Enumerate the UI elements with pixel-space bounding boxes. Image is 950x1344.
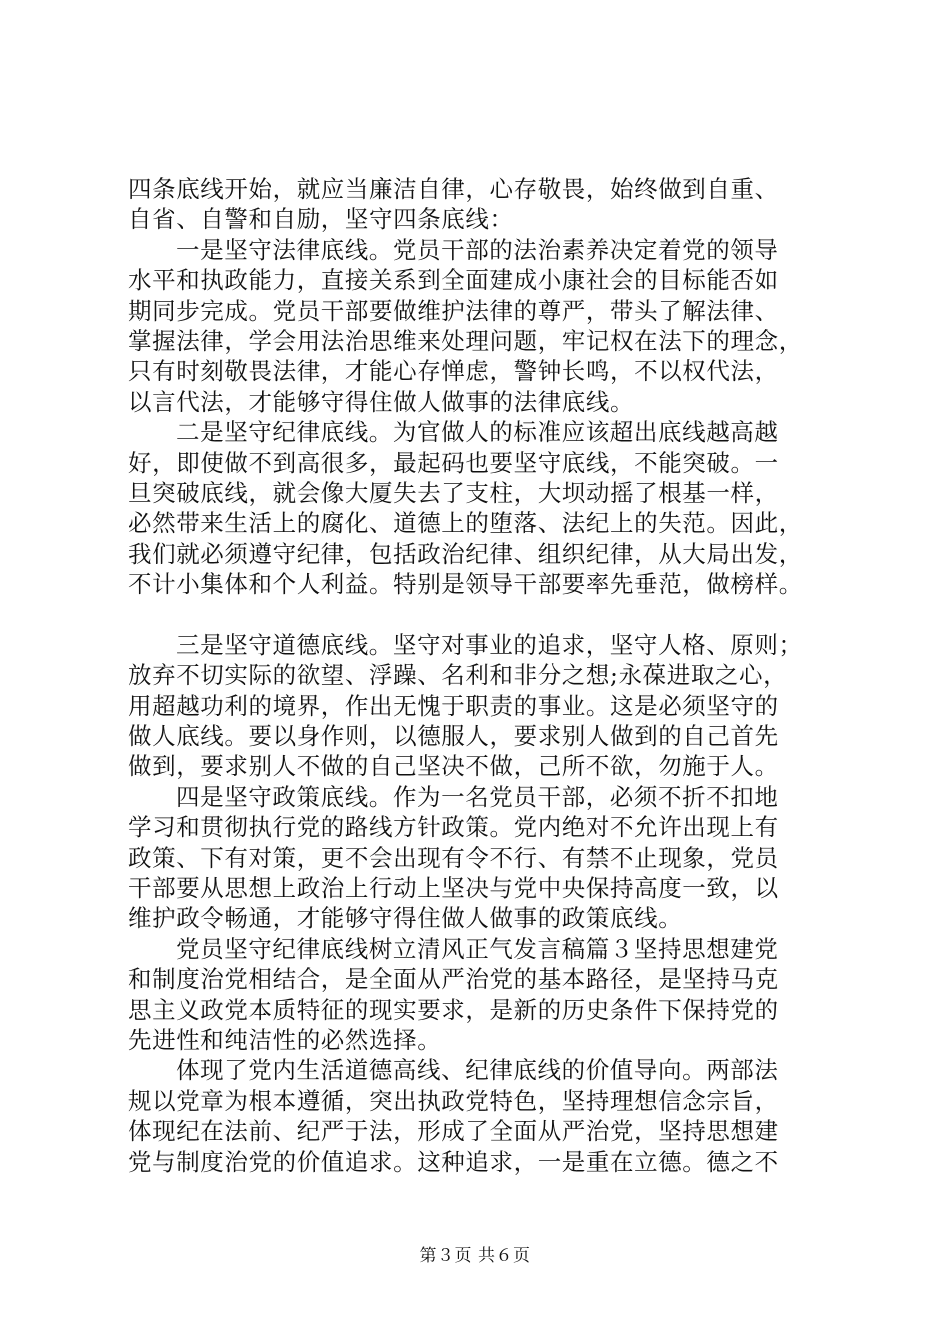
paragraph-start-line: 三是坚守道德底线。坚守对事业的追求，坚守人格、原则； (176, 630, 803, 659)
text-line: 自省、自警和自励，坚守四条底线： (128, 205, 514, 234)
paragraph-start-line: 体现了党内生活道德高线、纪律底线的价值导向。两部法 (176, 1056, 779, 1085)
text-line: 和制度治党相结合，是全面从严治党的基本路径，是坚持马克 (128, 965, 779, 994)
paragraph-start-line: 党员坚守纪律底线树立清风正气发言稿篇３坚持思想建党 (176, 934, 779, 963)
text-line: 干部要从思想上政治上行动上坚决与党中央保持高度一致，以 (128, 873, 779, 902)
text-line: 好，即使做不到高很多，最起码也要坚守底线，不能突破。一 (128, 448, 779, 477)
text-line: 党与制度治党的价值追求。这种追求，一是重在立德。德之不 (128, 1147, 779, 1176)
text-line: 做到，要求别人不做的自己坚决不做，己所不欲，勿施于人。 (128, 752, 779, 781)
text-line: 以言代法，才能够守得住做人做事的法律底线。 (128, 387, 635, 416)
text-line: 四条底线开始，就应当廉洁自律，心存敬畏，始终做到自重、 (128, 175, 779, 203)
text-line: 放弃不切实际的欲望、浮躁、名利和非分之想;永葆进取之心， (128, 661, 788, 690)
text-line: 体现纪在法前、纪严于法，形成了全面从严治党，坚持思想建 (128, 1117, 779, 1146)
page-number-footer: 第３页 共６页 (419, 1246, 531, 1266)
text-line: 思主义政党本质特征的现实要求，是新的历史条件下保持党的 (128, 995, 779, 1024)
text-line: 规以党章为根本遵循，突出执政党特色，坚持理想信念宗旨， (128, 1086, 779, 1115)
paragraph-start-line: 二是坚守纪律底线。为官做人的标准应该超出底线越高越 (176, 418, 779, 447)
text-line: 掌握法律，学会用法治思维来处理问题，牢记权在法下的理念， (128, 326, 803, 355)
text-line: 维护政令畅通，才能够守得住做人做事的政策底线。 (128, 904, 683, 933)
text-line: 用超越功利的境界，作出无愧于职责的事业。这是必须坚守的 (128, 691, 779, 720)
paragraph-gap (128, 599, 828, 629)
paragraph-start-line: 四是坚守政策底线。作为一名党员干部，必须不折不扣地 (176, 782, 779, 811)
text-line: 做人底线。要以身作则，以德服人，要求别人做到的自己首先 (128, 722, 779, 751)
paragraph-start-line: 一是坚守法律底线。党员干部的法治素养决定着党的领导 (176, 235, 779, 264)
text-line: 必然带来生活上的腐化、道德上的堕落、法纪上的失范。因此， (128, 509, 803, 538)
text-line: 只有时刻敬畏法律，才能心存惮虑，警钟长鸣，不以权代法， (128, 357, 779, 386)
text-line: 期同步完成。党员干部要做维护法律的尊严，带头了解法律、 (128, 296, 779, 325)
text-line: 先进性和纯洁性的必然选择。 (128, 1025, 442, 1054)
document-body (128, 174, 828, 1177)
text-line: 不计小集体和个人利益。特别是领导干部要率先垂范，做榜样。 (128, 570, 803, 599)
text-line: 学习和贯彻执行党的路线方针政策。党内绝对不允许出现上有 (128, 813, 779, 842)
text-line: 水平和执政能力，直接关系到全面建成小康社会的目标能否如 (128, 266, 779, 295)
text-line: 我们就必须遵守纪律，包括政治纪律、组织纪律，从大局出发， (128, 539, 803, 568)
text-line: 政策、下有对策，更不会出现有令不行、有禁不止现象，党员 (128, 843, 779, 872)
text-line: 旦突破底线，就会像大厦失去了支柱，大坝动摇了根基一样， (128, 478, 779, 507)
